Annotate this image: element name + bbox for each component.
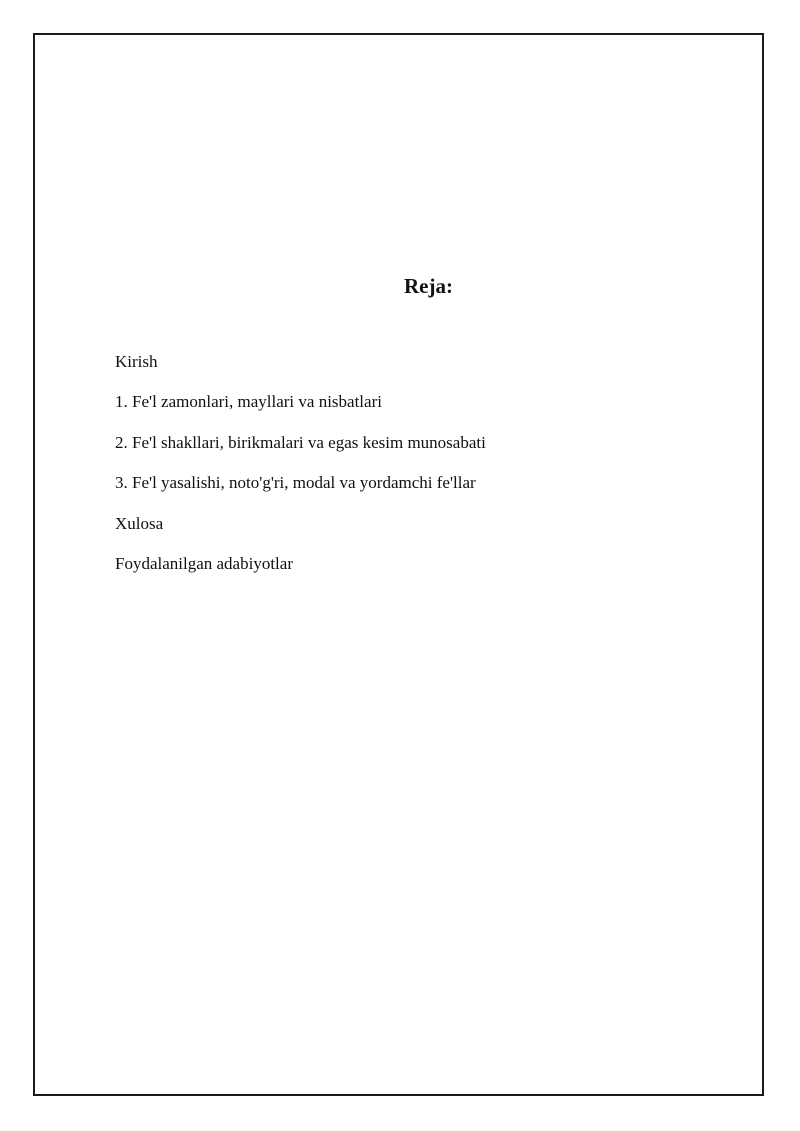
plan-item-chapter-3: 3. Fe'l yasalishi, noto'g'ri, modal va yordamchi fe'llar [115,473,476,493]
plan-item-chapter-1: 1. Fe'l zamonlari, mayllari va nisbatlari [115,392,382,412]
plan-item-references: Foydalanilgan adabiyotlar [115,553,293,573]
plan-item-chapter-2: 2. Fe'l shakllari, birikmalari va egas kesim munosabati [115,432,486,452]
plan-item-conclusion: Xulosa [115,513,164,533]
plan-list [115,350,486,592]
plan-item-introduction: Kirish [115,352,158,371]
page-title: Reja: [404,274,453,298]
